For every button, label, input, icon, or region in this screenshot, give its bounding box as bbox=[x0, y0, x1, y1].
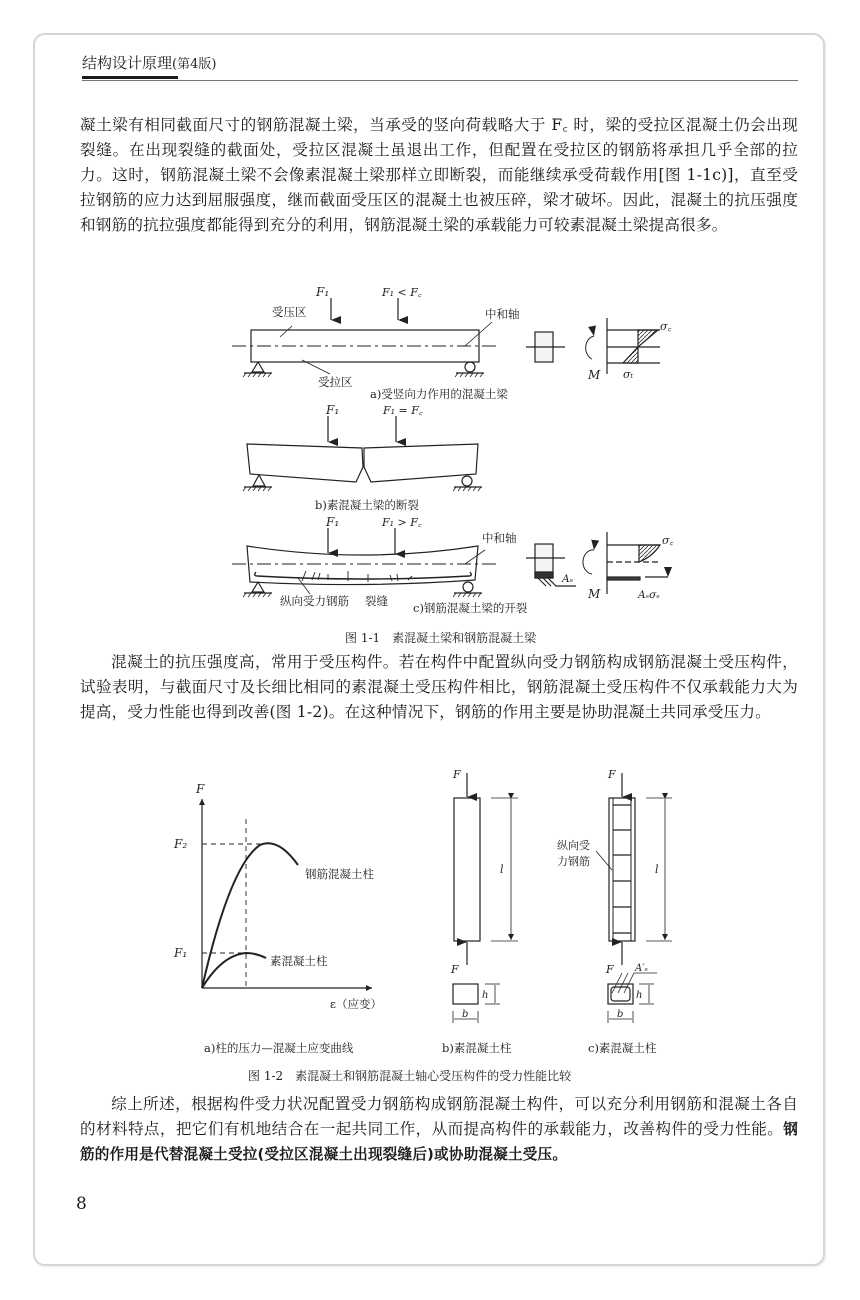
label-As-sigma: Aₛσₛ bbox=[638, 589, 660, 601]
paragraph-2-text: 混凝土的抗压强度高，常用于受压构件。若在构件中配置纵向受力钢筋构成钢筋混凝土受压构件，试验表明，与截面尺寸及长细比相同的素混凝土受压构件相比，钢筋混凝土受压构件不仅承载能力大为提高，受力性能也得到改善(图 1-2)。在这种情况下，钢筋的作用主要是协助混凝土共同承受压力。 bbox=[80, 653, 798, 721]
label-compression-zone: 受压区 bbox=[272, 305, 307, 319]
load-bottom-c: F bbox=[606, 963, 614, 976]
load-c2: F₁ > F꜀ bbox=[382, 516, 422, 529]
label-moment-a: M bbox=[588, 368, 601, 382]
load-b1: F₁ bbox=[326, 403, 340, 417]
plain-column bbox=[453, 773, 518, 1023]
label-rc-column-curve: 钢筋混凝土柱 bbox=[305, 867, 374, 881]
load-a2: F₁ < F꜀ bbox=[382, 286, 422, 299]
header-rule-thick bbox=[82, 76, 178, 79]
subcaption-1-2a: a)柱的压力—混凝土应变曲线 bbox=[204, 1041, 354, 1055]
label-crack: 裂缝 bbox=[365, 594, 388, 608]
label-plain-column-curve: 素混凝土柱 bbox=[270, 954, 328, 968]
subcaption-1-1b: b)素混凝土梁的断裂 bbox=[315, 498, 419, 512]
label-rebar-beam: 纵向受力钢筋 bbox=[280, 594, 349, 608]
height-c: h bbox=[636, 990, 643, 1001]
subcaption-1-2b: b)素混凝土柱 bbox=[442, 1041, 512, 1055]
width-c: b bbox=[617, 1009, 624, 1020]
book-title: 结构设计原理 bbox=[82, 54, 173, 72]
label-As-prime: A′ₛ bbox=[635, 963, 648, 974]
figure-1-2 bbox=[160, 765, 690, 1065]
rc-column bbox=[596, 773, 672, 1023]
length-b: l bbox=[500, 863, 504, 876]
label-rebar-column-line2: 力钢筋 bbox=[557, 855, 590, 868]
label-sigma-c-a: σ꜀ bbox=[660, 320, 672, 333]
caption-figure-1-2: 图 1-2 素混凝土和钢筋混凝土轴心受压构件的受力性能比较 bbox=[248, 1069, 572, 1083]
figure-1-1 bbox=[220, 282, 690, 652]
running-head bbox=[82, 52, 216, 73]
beam-b bbox=[243, 416, 482, 491]
subcaption-1-1c: c)钢筋混凝土梁的开裂 bbox=[413, 601, 528, 615]
paragraph-3-text: 综上所述，根据构件受力状况配置受力钢筋构成钢筋混凝土构件，可以充分利用钢筋和混凝土各自的材料特点，把它们有机地结合在一起共同工作，从而提高构件的承载能力，改善构件的受力性能。 bbox=[80, 1095, 798, 1138]
y-axis-label: F bbox=[196, 782, 205, 796]
length-c: l bbox=[655, 863, 659, 876]
label-rebar-column-line1: 纵向受 bbox=[557, 839, 590, 852]
label-neutral-axis-c: 中和轴 bbox=[482, 531, 517, 545]
label-moment-c: M bbox=[588, 587, 601, 601]
label-neutral-axis-a: 中和轴 bbox=[485, 307, 520, 321]
load-top-b: F bbox=[453, 768, 461, 781]
label-tension-zone: 受拉区 bbox=[318, 375, 353, 389]
height-b: h bbox=[482, 990, 489, 1001]
label-sigma-t-a: σₜ bbox=[623, 368, 634, 381]
caption-figure-1-1: 图 1-1 素混凝土梁和钢筋混凝土梁 bbox=[345, 631, 537, 645]
label-As: Aₛ bbox=[562, 573, 574, 585]
paragraph-2 bbox=[80, 650, 798, 725]
header-rule bbox=[82, 80, 798, 81]
tick-F2: F₂ bbox=[174, 837, 188, 851]
subcaption-1-2c: c)素混凝土柱 bbox=[588, 1041, 657, 1055]
edition: (第4版) bbox=[172, 57, 217, 72]
beam-c bbox=[232, 528, 668, 597]
width-b: b bbox=[462, 1009, 469, 1020]
page-number: 8 bbox=[76, 1194, 87, 1214]
subcaption-1-1a: a)受竖向力作用的混凝土梁 bbox=[370, 387, 508, 401]
load-c1: F₁ bbox=[326, 515, 340, 529]
load-b2: F₁ = F꜀ bbox=[383, 404, 423, 417]
load-top-c: F bbox=[608, 768, 616, 781]
tick-F1: F₁ bbox=[174, 946, 188, 960]
paragraph-1: 凝土梁有相同截面尺寸的钢筋混凝土梁，当承受的竖向荷载略大于 F꜀ 时，梁的受拉区混凝土仍会出现裂缝。在出现裂缝的截面处，受拉区混凝土虽退出工作，但配置在受拉区的钢筋将承担几乎全部的拉力。这时，钢筋混凝土梁不会像素混凝土梁那样立即断裂，而能继续承受荷载作用[图 1-1c)]，直至受拉钢筋的应力达到屈服强度，继而截面受压区的混凝土也被压碎，梁才破坏。因此，混凝土的抗压强度和钢筋的抗拉强度都能得到充分的利用，钢筋混凝土梁的承载能力可较素混凝土梁提高很多。 bbox=[80, 116, 798, 234]
load-a1: F₁ bbox=[316, 285, 330, 299]
paragraph-3 bbox=[80, 1092, 798, 1167]
load-bottom-b: F bbox=[451, 963, 459, 976]
curve-plain-column bbox=[202, 953, 266, 988]
paragraph-3-emphasis: 钢筋的作用是代替混凝土受拉(受拉区混凝土出现裂缝后)或协助混凝土受压。 bbox=[80, 1121, 798, 1163]
label-sigma-c-c: σ꜀ bbox=[662, 534, 674, 547]
x-axis-label: ε（应变） bbox=[330, 997, 382, 1011]
